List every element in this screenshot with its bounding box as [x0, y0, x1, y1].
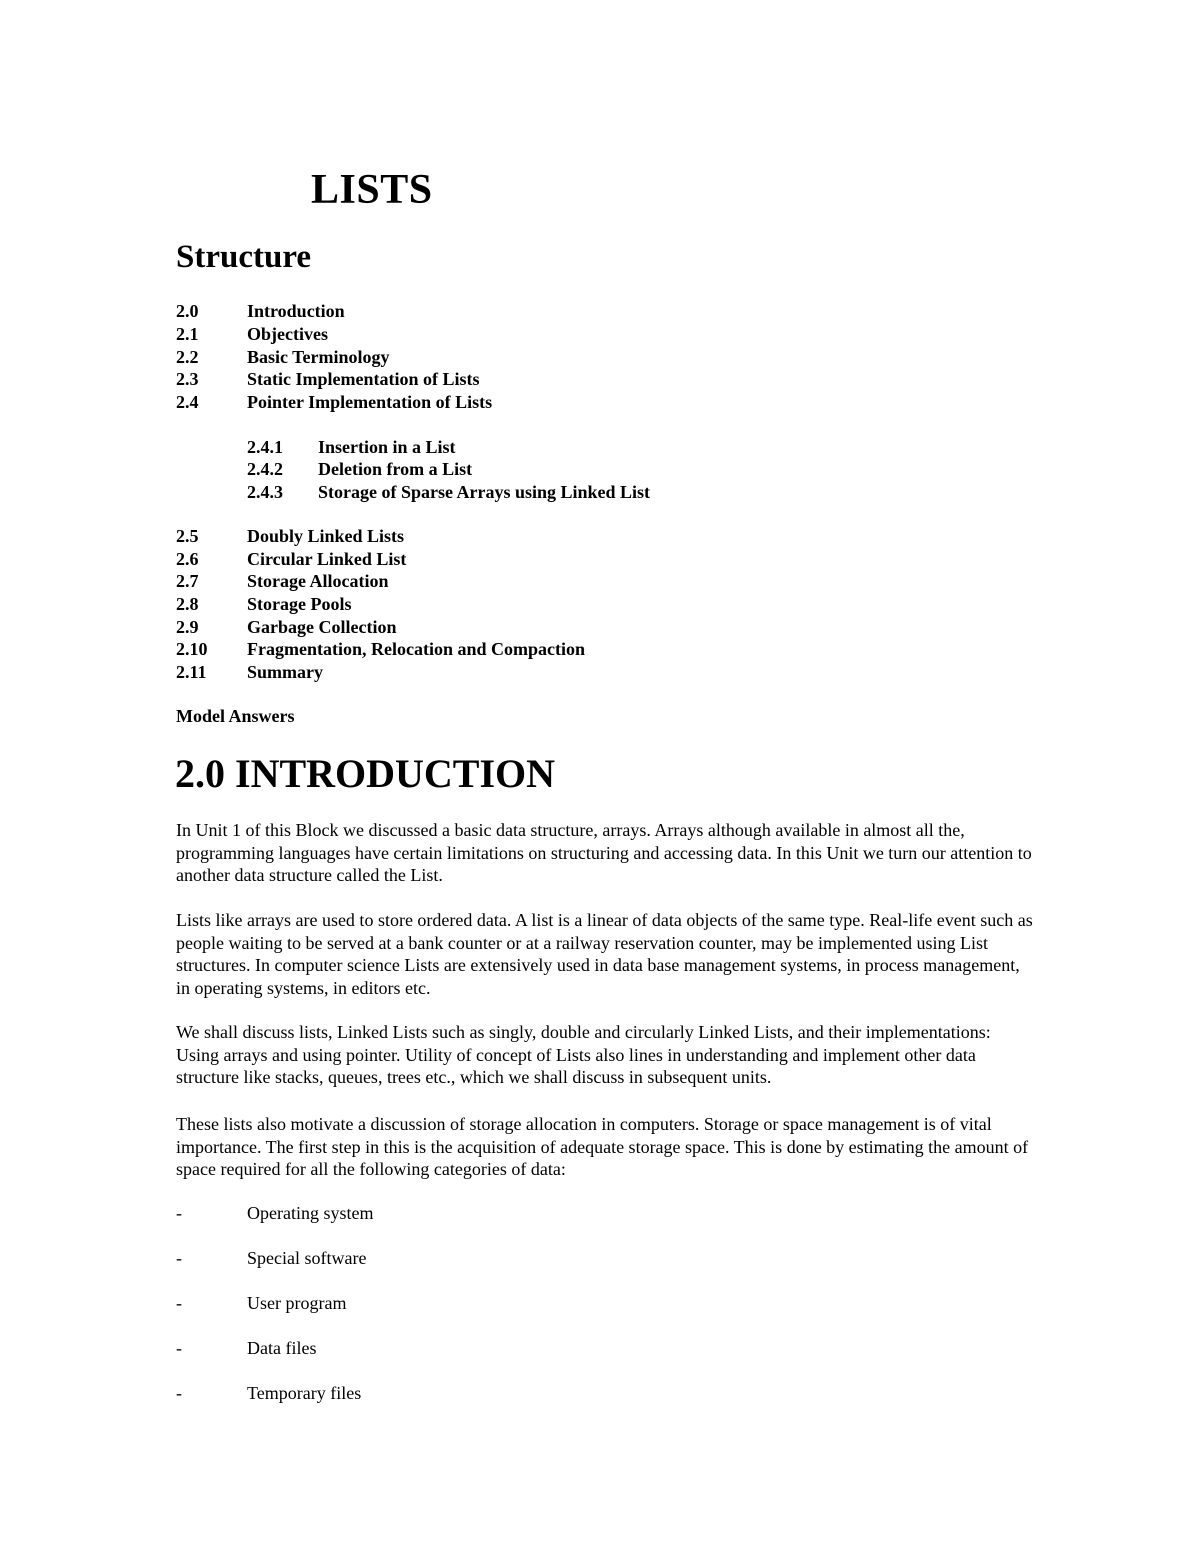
- list-item-text: Data files: [247, 1338, 317, 1358]
- list-item-text: Temporary files: [247, 1383, 362, 1403]
- toc-item-number: 2.7: [176, 571, 199, 591]
- toc-item-label: Fragmentation, Relocation and Compaction: [247, 639, 585, 659]
- toc-item-label: Storage of Sparse Arrays using Linked List: [318, 482, 651, 502]
- dash-marker: -: [176, 1338, 182, 1358]
- toc-item-number: 2.4.1: [247, 437, 283, 457]
- structure-heading: Structure: [176, 239, 312, 275]
- toc-item-label: Storage Pools: [247, 594, 352, 614]
- toc-item-number: 2.1: [176, 324, 199, 344]
- toc-item-label: Doubly Linked Lists: [247, 526, 405, 546]
- toc-item-number: 2.9: [176, 617, 199, 637]
- model-answers-label: Model Answers: [176, 706, 295, 726]
- toc-item-number: 2.4: [176, 392, 199, 412]
- document-title: LISTS: [311, 167, 433, 213]
- body-paragraph: These lists also motivate a discussion of storage allocation in computers. Storage or space management is of vital importance. The first step in this is the acquisition of adequate storage space. This is done by estimating the amount of space required for all the following categories of data:: [176, 1114, 1029, 1180]
- toc-item-label: Basic Terminology: [247, 347, 390, 367]
- list-item-text: User program: [247, 1293, 347, 1313]
- toc-item-label: Insertion in a List: [318, 437, 456, 457]
- toc-item-number: 2.2: [176, 347, 199, 367]
- dash-marker: -: [176, 1248, 182, 1268]
- dash-marker: -: [176, 1383, 182, 1403]
- toc-item-label: Objectives: [247, 324, 328, 344]
- toc-item-number: 2.5: [176, 526, 199, 546]
- body-paragraph: In Unit 1 of this Block we discussed a basic data structure, arrays. Arrays although available in almost all the, programming languages have certain limitations on structuring and accessing data. In this Unit we turn our attention to another data structure called the List.: [176, 820, 1032, 886]
- list-item-text: Operating system: [247, 1203, 374, 1223]
- body-paragraph: We shall discuss lists, Linked Lists such as singly, double and circularly Linked Lists, and their implementations: Using arrays and using pointer. Utility of concept of Lists also lines in understanding and implement other data structure like stacks, queues, trees etc., which we shall discuss in subsequent units.: [176, 1022, 991, 1088]
- toc-item-number: 2.11: [176, 662, 207, 682]
- toc-item-label: Garbage Collection: [247, 617, 397, 637]
- toc-item-number: 2.4.3: [247, 482, 283, 502]
- toc-item-label: Summary: [247, 662, 323, 682]
- toc-item-number: 2.4.2: [247, 459, 283, 479]
- section-heading: 2.0 INTRODUCTION: [175, 751, 556, 796]
- toc-item-number: 2.3: [176, 369, 199, 389]
- dash-marker: -: [176, 1293, 182, 1313]
- toc-item-label: Storage Allocation: [247, 571, 389, 591]
- toc-item-number: 2.8: [176, 594, 199, 614]
- toc-item-label: Deletion from a List: [318, 459, 473, 479]
- toc-item-label: Static Implementation of Lists: [247, 369, 480, 389]
- list-item-text: Special software: [247, 1248, 367, 1268]
- toc-item-label: Circular Linked List: [247, 549, 407, 569]
- body-paragraph: Lists like arrays are used to store ordered data. A list is a linear of data objects of the same type. Real-life event such as people waiting to be served at a bank counter or at a railway reservation counter, may be implemented using List structures. In computer science Lists are extensively used in data base management systems, in process management, in operating systems, in editors etc.: [176, 910, 1033, 998]
- toc-item-label: Pointer Implementation of Lists: [247, 392, 493, 412]
- toc-item-number: 2.6: [176, 549, 199, 569]
- toc-item-number: 2.0: [176, 301, 199, 321]
- dash-marker: -: [176, 1203, 182, 1223]
- toc-item-label: Introduction: [247, 301, 345, 321]
- toc-item-number: 2.10: [176, 639, 208, 659]
